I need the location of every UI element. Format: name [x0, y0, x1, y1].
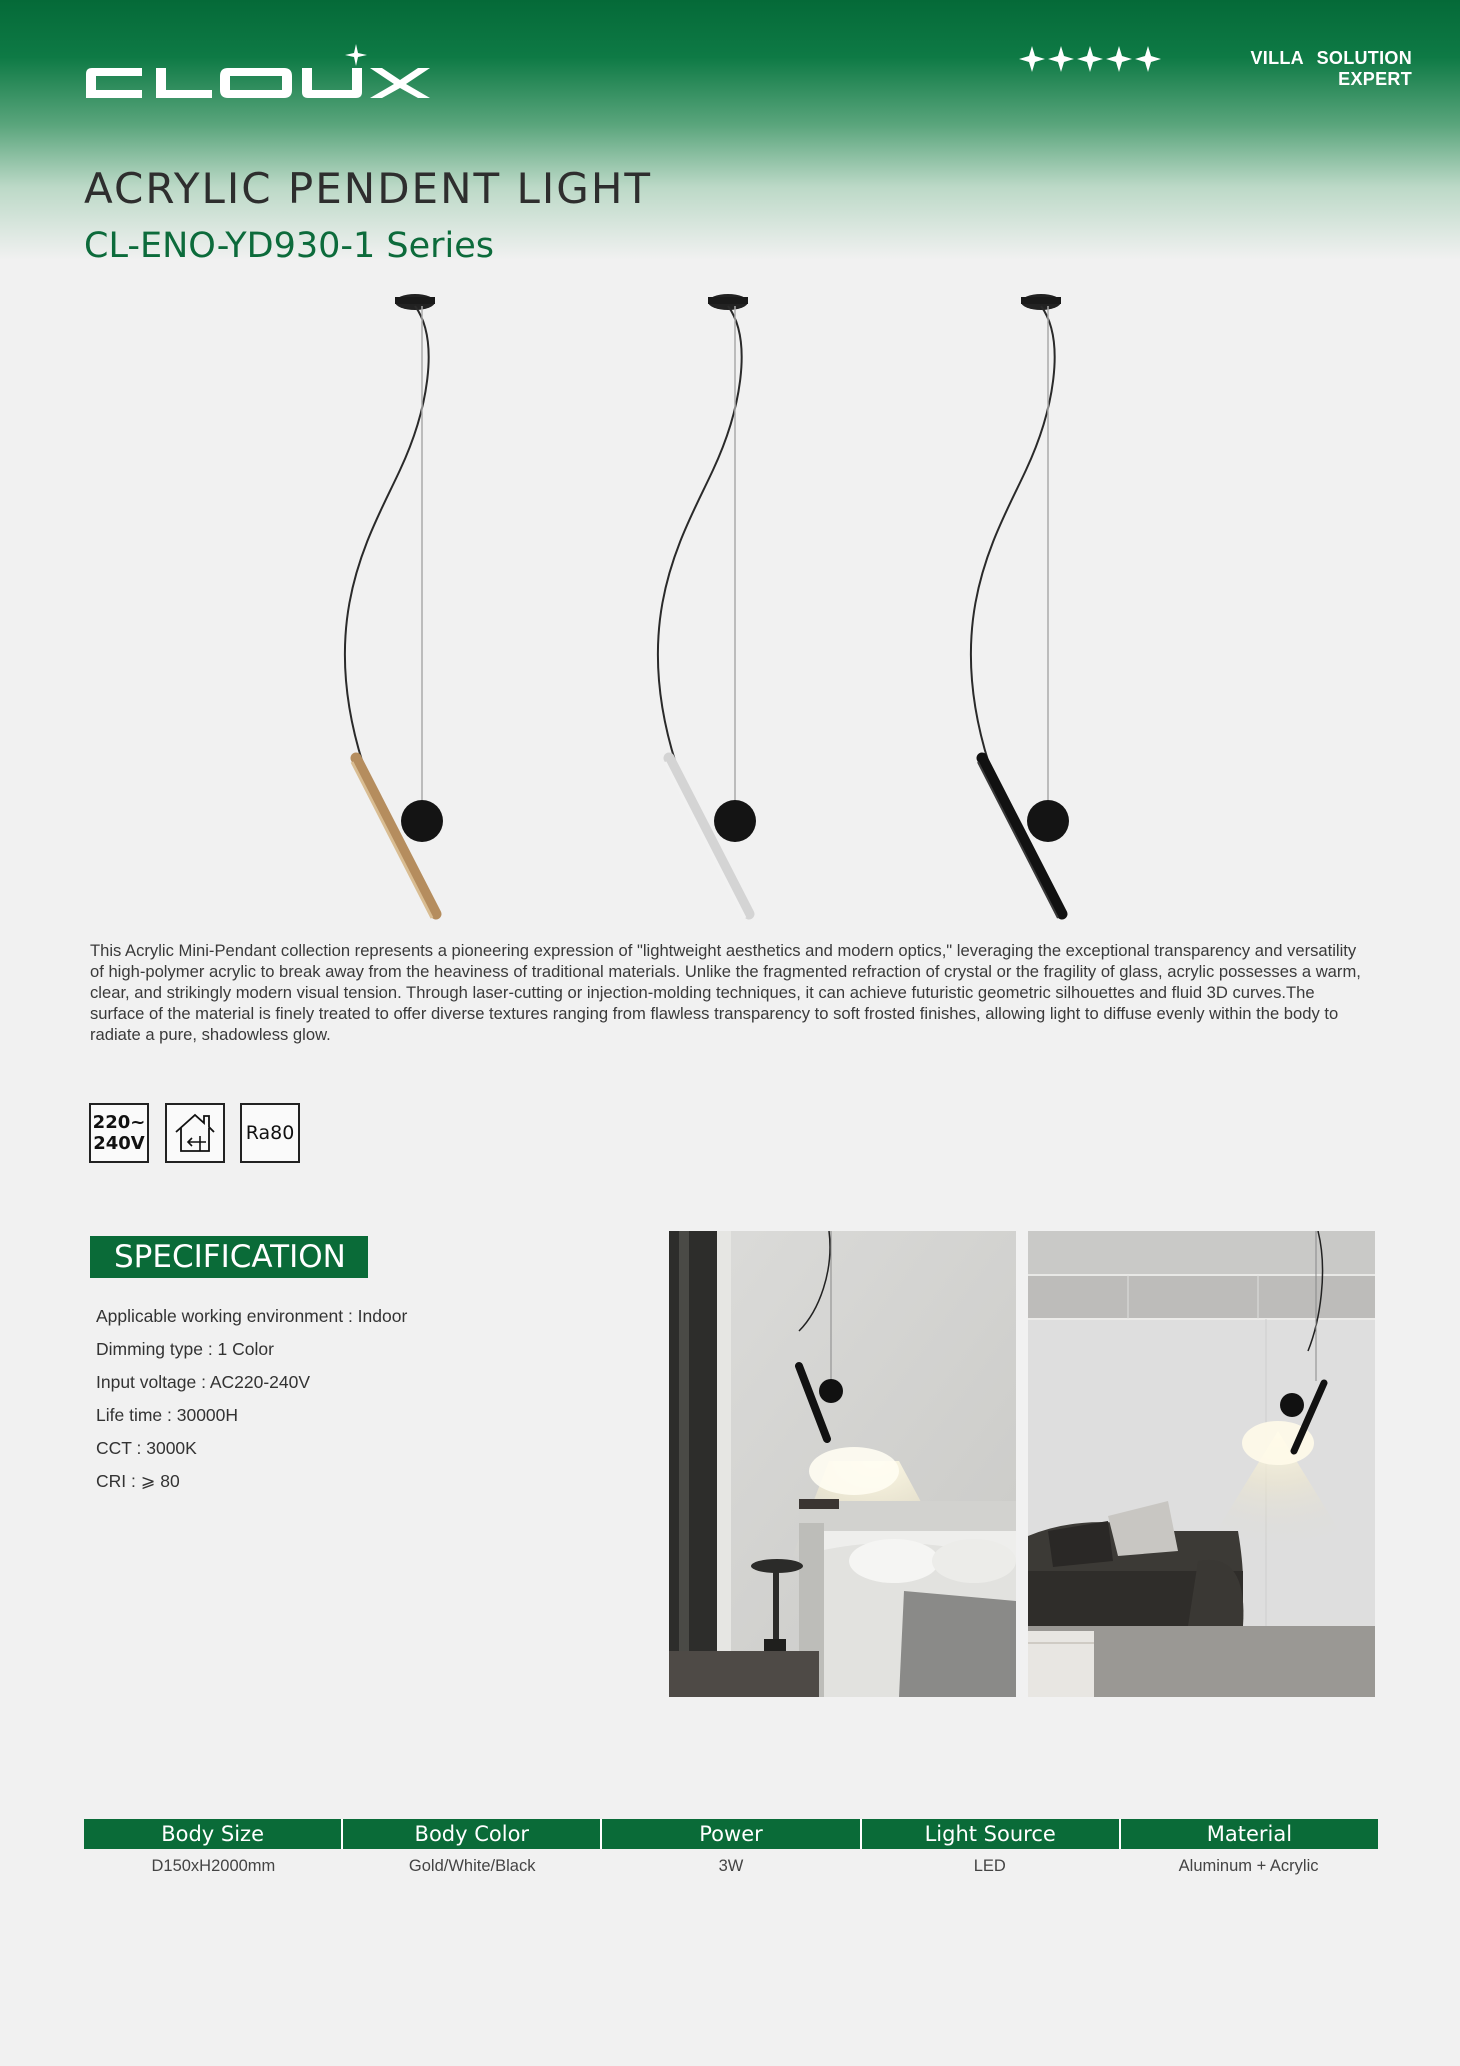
product-variants-illustration [0, 280, 1460, 920]
spec-item: CRI : ⩾ 80 [96, 1471, 180, 1491]
table-row [84, 1849, 1378, 1883]
spec-item: CCT : 3000K [96, 1438, 197, 1458]
product-spec-table [84, 1819, 1378, 1883]
table-header-cell: Body Size [161, 1822, 264, 1846]
table-cell: Gold/White/Black [408, 1857, 536, 1875]
table-cell: D150xH2000mm [151, 1857, 276, 1875]
bedroom-scene-photo [669, 1231, 1016, 1697]
table-cell: Aluminum + Acrylic [1178, 1857, 1319, 1875]
cloux-logo [84, 40, 440, 104]
spec-item: Applicable working environment : Indoor [96, 1306, 408, 1326]
table-header-cell: Light Source [860, 1819, 1119, 1849]
spec-item: Dimming type : 1 Color [96, 1339, 274, 1359]
five-stars-icon [1018, 36, 1164, 82]
pendant-black [971, 294, 1069, 918]
table-header-cell: Power [600, 1819, 859, 1849]
specification-heading: SPECIFICATION [90, 1236, 368, 1278]
living-room-scene-photo [1028, 1231, 1375, 1697]
table-header-cell: Material [1119, 1819, 1378, 1849]
table-cell: 3W [718, 1857, 744, 1875]
product-series: CL-ENO-YD930-1 Series [84, 226, 495, 266]
spec-item: Input voltage : AC220-240V [96, 1372, 311, 1392]
table-cell: LED [973, 1857, 1006, 1875]
product-description: This Acrylic Mini-Pendant collection represents a pioneering expression of "lightweight aesthetics and modern optics," leveraging the exceptional transparency and versatility of high-polymer acrylic to break away from the heaviness of traditional materials. Unlike the fragmented refraction of crystal or the fragility of glass, acrylic possesses a warm, clear, and strikingly modern visual tension. Through laser-cutting or injection-molding techniques, it can achieve futuristic geometric silhouettes and fluid 3D curves.The surface of the material is finely treated to offer diverse textures ranging from flawless transparency to soft frosted finishes, allowing light to diffuse evenly within the body to radiate a pure, shadowless glow. [90, 941, 1361, 1044]
cri-badge [240, 1103, 300, 1163]
header-banner [0, 0, 1460, 260]
pendant-white [658, 294, 756, 918]
cri-text: Ra80 [245, 1122, 295, 1144]
specification-list [96, 1300, 407, 1498]
table-header-cell: Body Color [341, 1819, 600, 1849]
spec-item: Life time : 30000H [96, 1405, 239, 1425]
indoor-house-icon [165, 1103, 225, 1163]
voltage-badge [89, 1103, 149, 1163]
table-header-row [84, 1819, 1378, 1849]
voltage-text: 220~ 240V [92, 1112, 146, 1154]
brand-tagline: VILLA SOLUTION EXPERT [1250, 48, 1412, 89]
product-title: ACRYLIC PENDENT LIGHT [84, 164, 653, 213]
pendant-gold [345, 294, 443, 918]
